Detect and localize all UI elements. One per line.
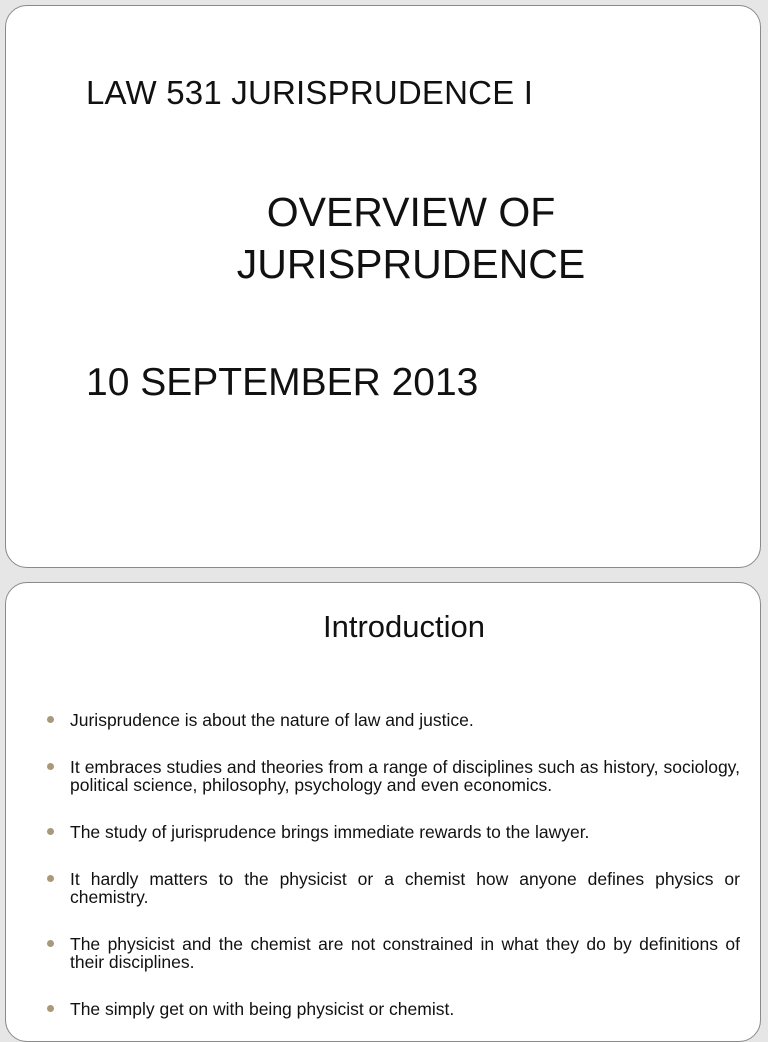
topic-line-1: OVERVIEW OF bbox=[266, 189, 556, 235]
list-item bbox=[46, 758, 740, 794]
bullet-text: Jurisprudence is about the nature of law and justice. bbox=[70, 710, 474, 730]
list-item bbox=[46, 1000, 740, 1018]
bullet-text: The simply get on with being physicist or chemist. bbox=[70, 999, 455, 1019]
slide-heading: Introduction bbox=[323, 609, 485, 644]
bullet-dot-icon bbox=[47, 940, 54, 947]
bullet-dot-icon bbox=[47, 716, 54, 723]
title-slide bbox=[5, 5, 761, 568]
bullet-dot-icon bbox=[47, 828, 54, 835]
topic-line-2: JURISPRUDENCE bbox=[236, 241, 586, 287]
bullet-text: The study of jurisprudence brings immediate rewards to the lawyer. bbox=[70, 822, 590, 842]
bullet-dot-icon bbox=[47, 763, 54, 770]
course-title: LAW 531 JURISPRUDENCE I bbox=[86, 74, 534, 111]
bullet-text: The physicist and the chemist are not constrained in what they do by definitions of their disciplines. bbox=[70, 934, 740, 972]
list-item bbox=[46, 870, 740, 906]
list-item bbox=[46, 823, 740, 841]
bullet-dot-icon bbox=[47, 875, 54, 882]
topic-title bbox=[6, 186, 761, 290]
introduction-slide bbox=[5, 582, 761, 1042]
list-item bbox=[46, 711, 740, 729]
bullet-text: It embraces studies and theories from a range of disciplines such as history, sociology, political science, philosophy, psychology and even economics. bbox=[70, 757, 740, 795]
list-item bbox=[46, 935, 740, 971]
lecture-date: 10 SEPTEMBER 2013 bbox=[86, 361, 479, 404]
bullet-dot-icon bbox=[47, 1005, 54, 1012]
bullet-list bbox=[46, 711, 740, 1042]
bullet-text: It hardly matters to the physicist or a chemist how anyone defines physics or chemistry. bbox=[70, 869, 740, 907]
